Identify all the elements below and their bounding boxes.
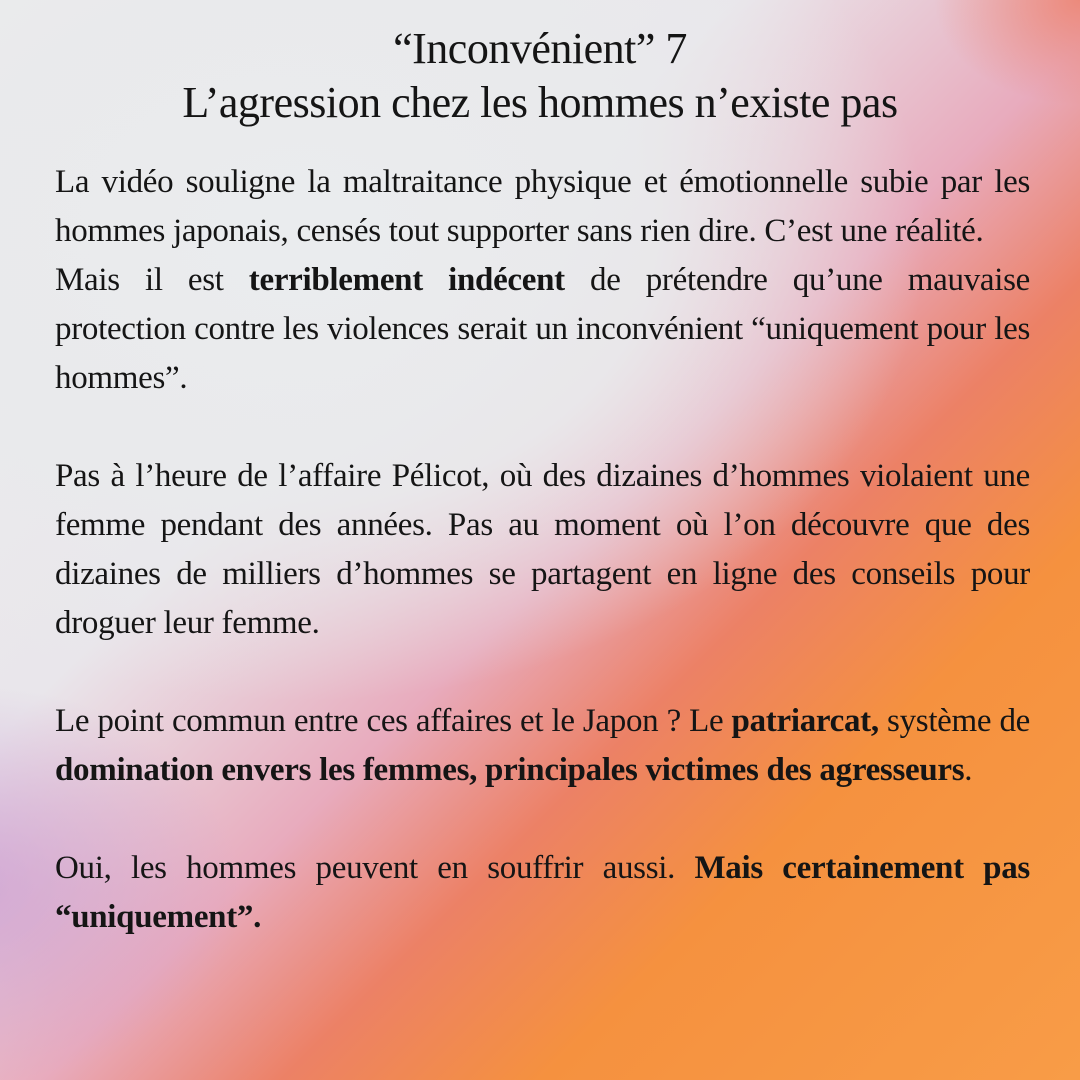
text-segment: système de (878, 703, 1030, 739)
paragraph (55, 256, 1030, 403)
text-segment: . (964, 752, 973, 788)
text-segment: La vidéo souligne la maltraitance physique et émotionnelle subie par les hommes japonais, censés tout supporter sans rien dire. C’est une réalité. (55, 164, 1030, 249)
paragraph (55, 844, 1030, 942)
text-segment: Oui, les hommes peuvent en souffrir aussi. (55, 850, 695, 886)
bold-text-segment: terriblement indécent (248, 262, 565, 298)
bold-text-segment: Mais certainement pas “uniquement”. (55, 850, 1030, 935)
text-segment: Le point commun entre ces affaires et le Japon ? Le (55, 703, 732, 739)
body-text (0, 158, 1080, 942)
title-line-1: “Inconvénient” 7 (393, 24, 687, 73)
page-title (0, 0, 1080, 130)
paragraph (55, 452, 1030, 648)
text-segment: Mais il est (55, 262, 249, 298)
text-segment: de prétendre qu’une mauvaise protection contre les violences serait un inconvénient “uniquement pour les hommes”. (55, 262, 1030, 396)
paragraph (55, 697, 1030, 795)
title-line-2: L’agression chez les hommes n’existe pas (182, 78, 898, 127)
text-segment: Pas à l’heure de l’affaire Pélicot, où des dizaines d’hommes violaient une femme pendant des années. Pas au moment où l’on découvre que des dizaines de milliers d’hommes se partagent en ligne des conseils pour droguer leur femme. (55, 458, 1030, 641)
bold-text-segment: domination envers les femmes, principales victimes des agresseurs (55, 752, 965, 788)
paragraph (55, 158, 1030, 256)
bold-text-segment: patriarcat, (731, 703, 879, 739)
